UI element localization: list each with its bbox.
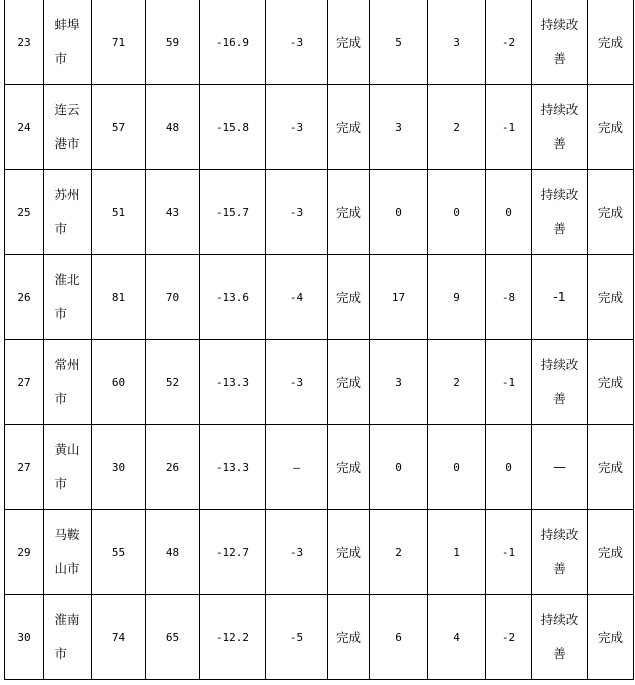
days-change-cell: -2 <box>486 595 532 680</box>
status-cell: 完成 <box>328 0 370 85</box>
table-row <box>5 0 634 85</box>
change-pct-cell: -12.2 <box>200 595 266 680</box>
days-change-cell: -1 <box>486 85 532 170</box>
city-cell <box>44 255 92 340</box>
city-ranking-table <box>4 0 634 680</box>
change-diff-cell: -3 <box>266 85 328 170</box>
table-row <box>5 255 634 340</box>
city-cell <box>44 425 92 510</box>
days-b-cell: 0 <box>428 425 486 510</box>
city-text: 苏州市 <box>54 187 80 236</box>
final-status-cell: 完成 <box>588 170 634 255</box>
value-2020-cell: 48 <box>146 85 200 170</box>
final-status-cell: 完成 <box>588 340 634 425</box>
evaluation-text: 持续改善 <box>540 187 579 236</box>
days-a-cell: 17 <box>370 255 428 340</box>
table-row <box>5 425 634 510</box>
city-text: 常州市 <box>54 357 80 406</box>
rank-cell: 27 <box>5 340 44 425</box>
change-diff-cell: -3 <box>266 340 328 425</box>
city-cell <box>44 340 92 425</box>
city-text: 连云港市 <box>54 102 80 151</box>
change-diff-cell: -3 <box>266 170 328 255</box>
city-cell <box>44 85 92 170</box>
change-pct-cell: -12.7 <box>200 510 266 595</box>
change-diff-cell: -3 <box>266 0 328 85</box>
evaluation-text: 持续改善 <box>540 357 579 406</box>
rank-cell: 25 <box>5 170 44 255</box>
value-2019-cell: 30 <box>92 425 146 510</box>
value-2020-cell: 65 <box>146 595 200 680</box>
value-2020-cell: 48 <box>146 510 200 595</box>
status-cell: 完成 <box>328 510 370 595</box>
days-b-cell: 9 <box>428 255 486 340</box>
evaluation-text: 持续改善 <box>540 102 579 151</box>
days-a-cell: 3 <box>370 340 428 425</box>
status-cell: 完成 <box>328 170 370 255</box>
evaluation-cell <box>532 340 588 425</box>
value-2019-cell: 57 <box>92 85 146 170</box>
final-status-cell: 完成 <box>588 85 634 170</box>
city-cell <box>44 0 92 85</box>
days-change-cell: 0 <box>486 170 532 255</box>
days-change-cell: 0 <box>486 425 532 510</box>
rank-cell: 30 <box>5 595 44 680</box>
value-2020-cell: 59 <box>146 0 200 85</box>
city-text: 马鞍山市 <box>54 527 80 576</box>
days-a-cell: 3 <box>370 85 428 170</box>
days-a-cell: 0 <box>370 170 428 255</box>
days-change-cell: -2 <box>486 0 532 85</box>
table-row <box>5 595 634 680</box>
change-pct-cell: -13.6 <box>200 255 266 340</box>
evaluation-cell <box>532 595 588 680</box>
final-status-cell: 完成 <box>588 595 634 680</box>
value-2020-cell: 70 <box>146 255 200 340</box>
evaluation-cell <box>532 85 588 170</box>
days-b-cell: 3 <box>428 0 486 85</box>
value-2019-cell: 81 <box>92 255 146 340</box>
days-change-cell: -8 <box>486 255 532 340</box>
change-diff-cell: -5 <box>266 595 328 680</box>
change-diff-cell: -4 <box>266 255 328 340</box>
city-text: 黄山市 <box>54 442 80 491</box>
evaluation-text: 持续改善 <box>540 527 579 576</box>
days-b-cell: 0 <box>428 170 486 255</box>
value-2019-cell: 71 <box>92 0 146 85</box>
rank-cell: 26 <box>5 255 44 340</box>
final-status-cell: 完成 <box>588 510 634 595</box>
change-diff-cell: — <box>266 425 328 510</box>
status-cell: 完成 <box>328 425 370 510</box>
table-body <box>5 0 634 680</box>
city-cell <box>44 595 92 680</box>
days-b-cell: 2 <box>428 85 486 170</box>
table-row <box>5 170 634 255</box>
evaluation-text: 持续改善 <box>540 612 579 661</box>
city-text: 蚌埠市 <box>54 17 80 66</box>
city-text: 淮南市 <box>54 612 80 661</box>
value-2020-cell: 26 <box>146 425 200 510</box>
table-row <box>5 510 634 595</box>
final-status-cell: 完成 <box>588 0 634 85</box>
days-a-cell: 0 <box>370 425 428 510</box>
rank-cell: 23 <box>5 0 44 85</box>
value-2020-cell: 52 <box>146 340 200 425</box>
days-b-cell: 2 <box>428 340 486 425</box>
final-status-cell: 完成 <box>588 255 634 340</box>
value-2019-cell: 55 <box>92 510 146 595</box>
value-2020-cell: 43 <box>146 170 200 255</box>
evaluation-text: — <box>553 459 566 474</box>
days-a-cell: 2 <box>370 510 428 595</box>
evaluation-text: 持续改善 <box>540 17 579 66</box>
evaluation-cell <box>532 255 588 340</box>
status-cell: 完成 <box>328 340 370 425</box>
evaluation-cell <box>532 425 588 510</box>
rank-cell: 29 <box>5 510 44 595</box>
status-cell: 完成 <box>328 85 370 170</box>
evaluation-text: -1 <box>553 289 566 304</box>
days-a-cell: 6 <box>370 595 428 680</box>
days-a-cell: 5 <box>370 0 428 85</box>
days-change-cell: -1 <box>486 340 532 425</box>
status-cell: 完成 <box>328 255 370 340</box>
change-diff-cell: -3 <box>266 510 328 595</box>
evaluation-cell <box>532 0 588 85</box>
table-row <box>5 340 634 425</box>
days-change-cell: -1 <box>486 510 532 595</box>
change-pct-cell: -13.3 <box>200 340 266 425</box>
city-cell <box>44 170 92 255</box>
final-status-cell: 完成 <box>588 425 634 510</box>
city-text: 淮北市 <box>54 272 80 321</box>
days-b-cell: 4 <box>428 595 486 680</box>
city-cell <box>44 510 92 595</box>
status-cell: 完成 <box>328 595 370 680</box>
rank-cell: 27 <box>5 425 44 510</box>
evaluation-cell <box>532 170 588 255</box>
table-row <box>5 85 634 170</box>
change-pct-cell: -15.8 <box>200 85 266 170</box>
change-pct-cell: -13.3 <box>200 425 266 510</box>
value-2019-cell: 74 <box>92 595 146 680</box>
rank-cell: 24 <box>5 85 44 170</box>
evaluation-cell <box>532 510 588 595</box>
days-b-cell: 1 <box>428 510 486 595</box>
change-pct-cell: -15.7 <box>200 170 266 255</box>
change-pct-cell: -16.9 <box>200 0 266 85</box>
value-2019-cell: 60 <box>92 340 146 425</box>
value-2019-cell: 51 <box>92 170 146 255</box>
